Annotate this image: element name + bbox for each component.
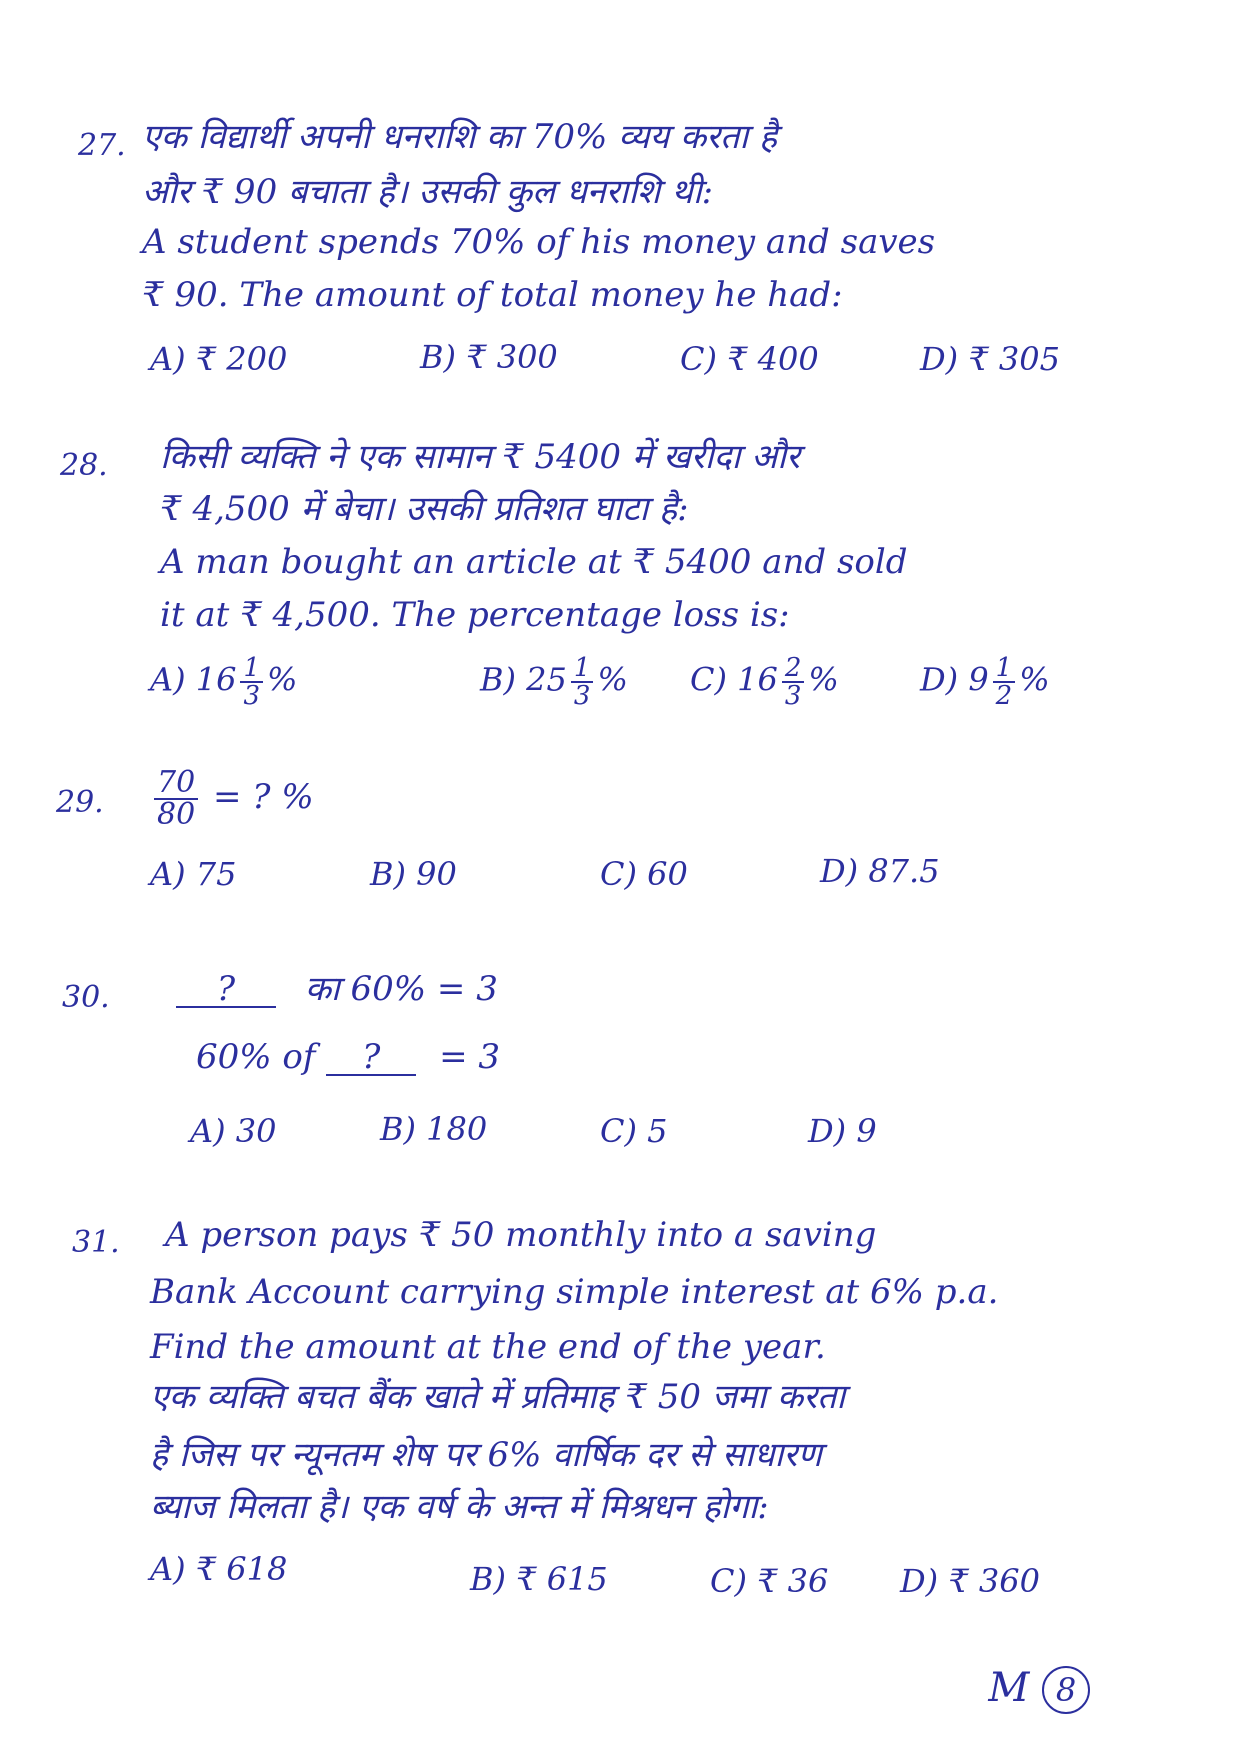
question-text-line: एक व्यक्ति बचत बैंक खाते में प्रतिमाह ₹ 50 जमा करता: [150, 1377, 846, 1417]
fraction: $\frac{70}{80}$: [154, 768, 198, 830]
option-d: D) 9 $\frac{1}{2}$ %: [920, 653, 1050, 711]
question-expression: $\frac{70}{80}$ = ? %: [150, 768, 314, 830]
question-number: 27.: [78, 128, 126, 163]
question-text-line: Bank Account carrying simple interest at 6% p.a.: [150, 1272, 999, 1312]
option-d: D) 87.5: [820, 852, 940, 890]
question-number: 28.: [60, 448, 108, 483]
page-mark-letter: M: [988, 1665, 1030, 1711]
fraction: $\frac{1}{3}$: [571, 655, 594, 709]
fraction: $\frac{2}{3}$: [782, 655, 805, 709]
option-c: C) ₹ 400: [680, 340, 819, 378]
question-text-line: ब्याज मिलता है। एक वर्ष के अन्त में मिश्रधन होगा:: [150, 1487, 769, 1527]
question-text-line: ? का 60% = 3: [176, 972, 498, 1008]
option-c: C) ₹ 36: [710, 1562, 829, 1600]
page-mark: [988, 1665, 1090, 1714]
option-a: A) 30: [190, 1112, 277, 1150]
question-text-line: A person pays ₹ 50 monthly into a saving: [165, 1215, 877, 1255]
option-a: A) 16 $\frac{1}{3}$ %: [150, 653, 298, 711]
option-a: A) ₹ 200: [150, 340, 288, 378]
fraction: $\frac{1}{2}$: [993, 655, 1016, 709]
option-c: C) 5: [600, 1112, 668, 1150]
answer-blank: ?: [326, 1040, 416, 1076]
option-b: B) ₹ 615: [470, 1560, 608, 1598]
option-b: B) 90: [370, 855, 457, 893]
question-number: 29.: [56, 785, 104, 820]
option-b: B) 180: [380, 1110, 488, 1148]
question-text-line: A student spends 70% of his money and saves: [142, 222, 936, 262]
fraction: $\frac{1}{3}$: [240, 655, 263, 709]
question-text-line: 60% of ? = 3: [196, 1037, 500, 1077]
option-c: C) 16 $\frac{2}{3}$ %: [690, 653, 839, 711]
question-text-line: ₹ 90. The amount of total money he had:: [142, 275, 843, 315]
question-text-line: है जिस पर न्यूनतम शेष पर 6% वार्षिक दर से साधारण: [150, 1435, 822, 1475]
option-a: A) ₹ 618: [150, 1550, 288, 1588]
option-b: B) ₹ 300: [420, 338, 558, 376]
question-number: 31.: [72, 1225, 120, 1260]
question-text-line: ₹ 4,500 में बेचा। उसकी प्रतिशत घाटा है:: [160, 489, 689, 529]
option-b: B) 25 $\frac{1}{3}$ %: [480, 653, 628, 711]
question-text-line: A man bought an article at ₹ 5400 and sold: [160, 542, 908, 582]
option-c: C) 60: [600, 855, 688, 893]
question-text-line: किसी व्यक्ति ने एक सामान ₹ 5400 में खरीदा और: [160, 437, 800, 477]
option-a: A) 75: [150, 855, 237, 893]
answer-blank: ?: [176, 972, 276, 1008]
option-d: D) ₹ 305: [920, 340, 1060, 378]
option-d: D) ₹ 360: [900, 1562, 1040, 1600]
page-mark-number: 8: [1042, 1666, 1090, 1714]
question-text-line: और ₹ 90 बचाता है। उसकी कुल धनराशि थी:: [142, 172, 714, 212]
question-text-line: Find the amount at the end of the year.: [150, 1327, 826, 1367]
question-text-line: it at ₹ 4,500. The percentage loss is:: [160, 595, 790, 635]
question-number: 30.: [62, 980, 110, 1015]
question-text-line: एक विद्यार्थी अपनी धनराशि का 70% व्यय करता है: [142, 117, 778, 157]
option-d: D) 9: [808, 1112, 877, 1150]
